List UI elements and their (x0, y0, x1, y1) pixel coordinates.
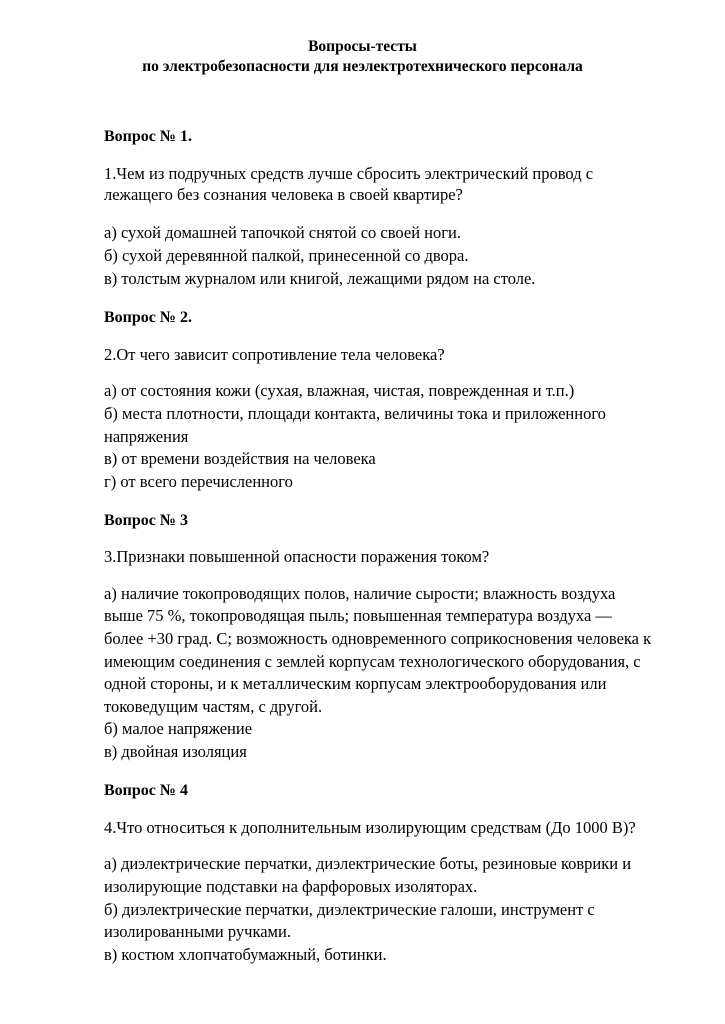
question-1-text: лежащего без сознания человека в своей квартире? (104, 185, 463, 204)
document-title: Вопросы-тесты (308, 38, 417, 55)
question-2-answer: а) от состояния кожи (сухая, влажная, чистая, поврежденная и т.п.) (104, 381, 575, 400)
question-2-answer: в) от времени воздействия на человека (104, 449, 376, 468)
question-2-text: 2.От чего зависит сопротивление тела человека? (104, 345, 445, 364)
question-1-heading: Вопрос № 1. (104, 128, 192, 145)
question-1-answer: а) сухой домашней тапочкой снятой со своей ноги. (104, 223, 461, 242)
question-3-answer: в) двойная изоляция (104, 742, 247, 761)
question-2-answer: г) от всего перечисленного (104, 472, 293, 491)
question-4-text: 4.Что относиться к дополнительным изолирующим средствам (До 1000 В)? (104, 818, 636, 837)
question-3-heading: Вопрос № 3 (104, 512, 188, 529)
question-3-answer: токоведущим частям, с другой. (104, 697, 323, 716)
question-4-answer: а) диэлектрические перчатки, диэлектрические боты, резиновые коврики и (104, 854, 632, 873)
question-3-answer: одной стороны, и к металлическим корпусам электрооборудования или (104, 674, 607, 693)
question-4-answer: в) костюм хлопчатобумажный, ботинки. (104, 945, 387, 964)
question-1-text: 1.Чем из подручных средств лучше сбросить электрический провод с (104, 164, 594, 183)
question-4-heading: Вопрос № 4 (104, 782, 188, 799)
question-2-answer: напряжения (104, 427, 189, 446)
question-4-answer: б) диэлектрические перчатки, диэлектрические галоши, инструмент с (104, 900, 595, 919)
question-2-answer: б) места плотности, площади контакта, величины тока и приложенного (104, 404, 606, 423)
question-1-answer: б) сухой деревянной палкой, принесенной со двора. (104, 246, 469, 265)
question-3-answer: б) малое напряжение (104, 719, 253, 738)
question-1-answer: в) толстым журналом или книгой, лежащими рядом на столе. (104, 269, 536, 288)
question-4-answer: изолированными ручками. (104, 922, 291, 941)
question-2-heading: Вопрос № 2. (104, 309, 192, 326)
question-3-answer: более +30 град. С; возможность одновременного соприкосновения человека к (104, 629, 652, 648)
question-3-answer: имеющим соединения с землей корпусам технологического оборудования, с (104, 652, 641, 671)
question-3-answer: а) наличие токопроводящих полов, наличие сырости; влажность воздуха (104, 584, 616, 603)
question-4-answer: изолирующие подставки на фарфоровых изоляторах. (104, 877, 478, 896)
question-3-text: 3.Признаки повышенной опасности поражения током? (104, 547, 490, 566)
question-3-answer: выше 75 %, токопроводящая пыль; повышенная температура воздуха — (104, 606, 612, 625)
document-subtitle: по электробезопасности для неэлектротехнического персонала (142, 58, 583, 75)
